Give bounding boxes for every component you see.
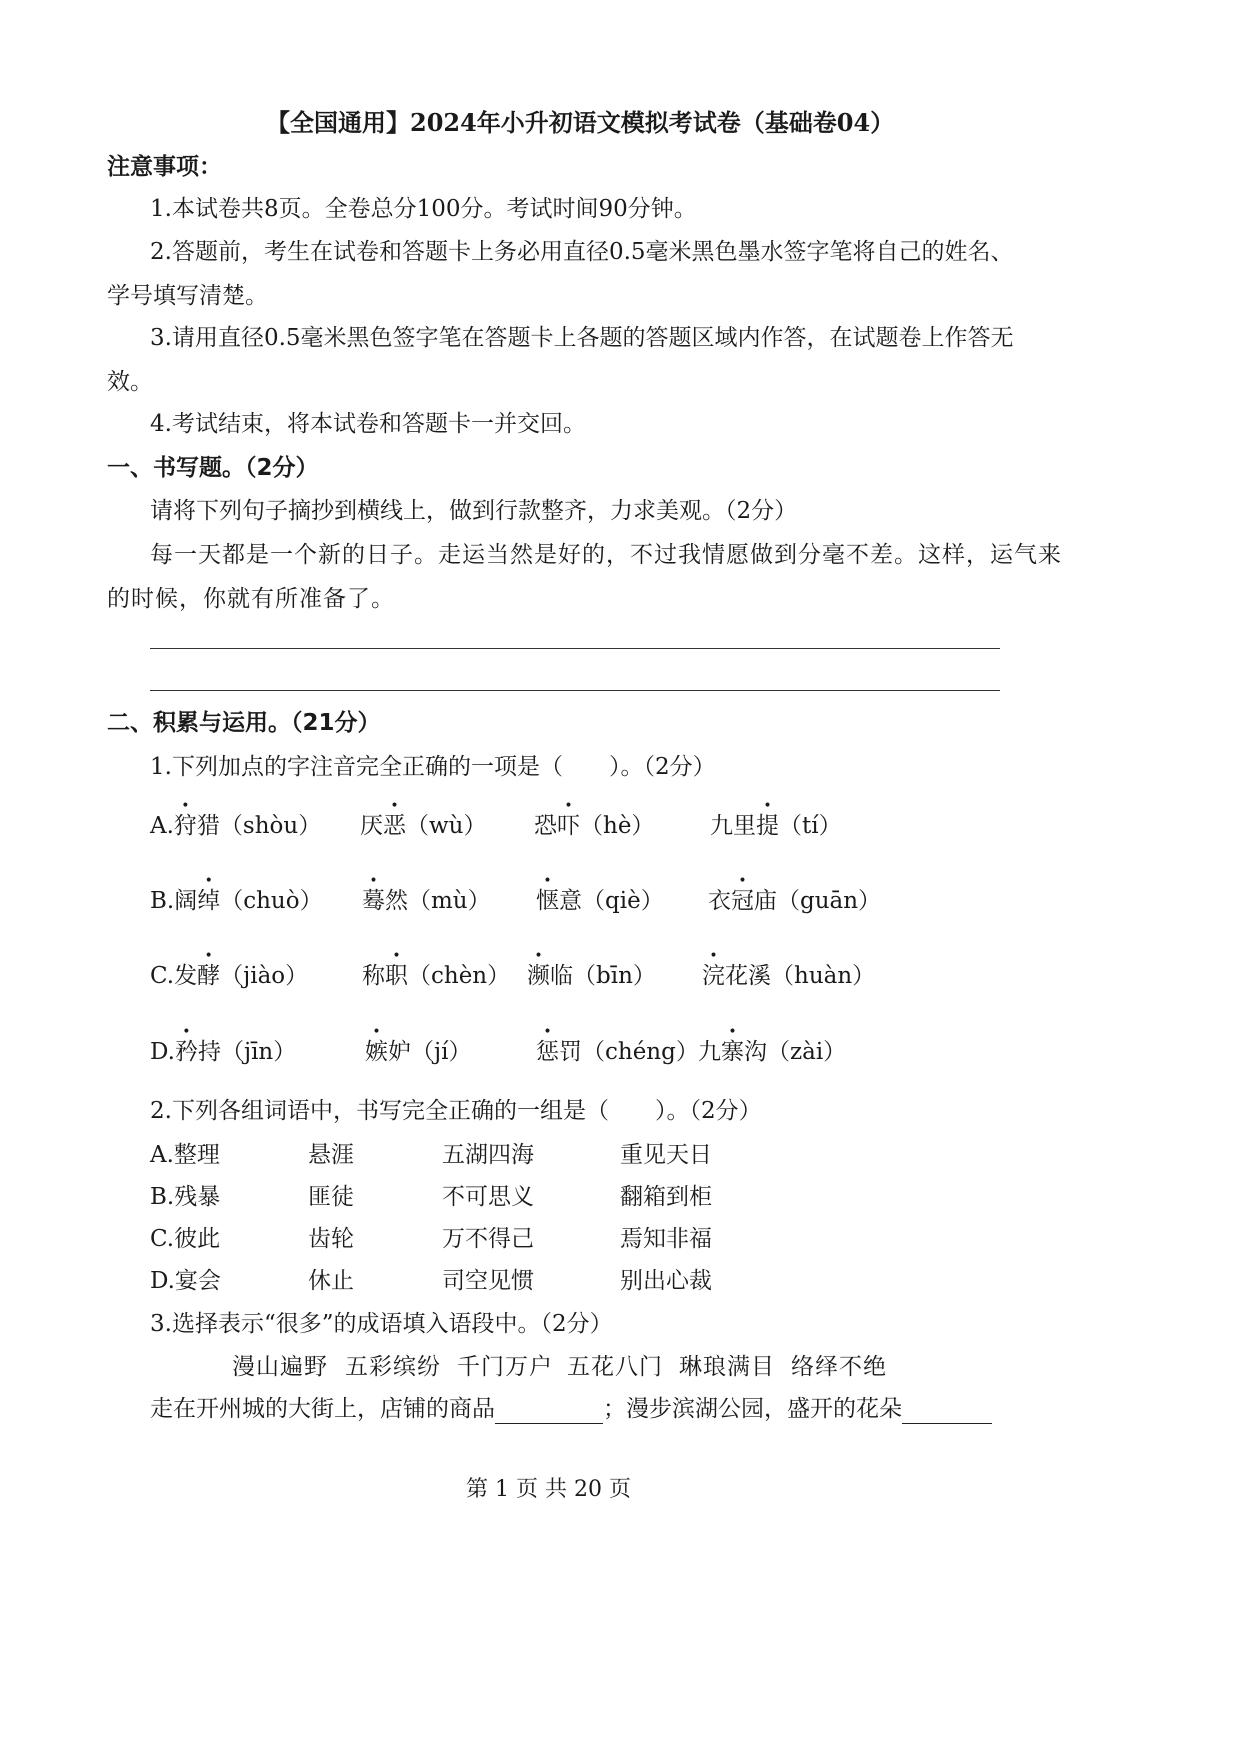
q1-option-item: 厌恶（wù） [360,813,487,839]
idiom-option: 五彩缤纷 [345,1354,441,1380]
q3-passage [150,1394,992,1424]
q2-word: A.整理 [150,1142,220,1168]
q1-option-item: 九里提（tí） [710,813,842,839]
idiom-option: 千门万户 [457,1354,553,1380]
q1-option-item: B.阔绰（chuò） [150,888,323,914]
q2-word: 休止 [308,1268,354,1294]
notice-item: 4.考试结束，将本试卷和答题卡一并交回。 [150,411,586,437]
q2-stem: 2.下列各组词语中，书写完全正确的一组是（ ）。（2分） [150,1098,762,1124]
q3-passage-text: ；漫步滨湖公园，盛开的花朵 [603,1396,902,1422]
notice-item: 3.请用直径0.5毫米黑色签字笔在答题卡上各题的答题区域内作答，在试题卷上作答无 [150,325,1014,351]
q2-word: 五湖四海 [442,1142,534,1168]
q2-word: 匪徒 [308,1184,354,1210]
answer-blank[interactable] [902,1399,992,1424]
q3-passage-text: 走在开州城的大街上，店铺的商品 [150,1396,495,1422]
q2-word: D.宴会 [150,1268,221,1294]
notice-heading: 注意事项： [107,154,222,180]
q2-word: 齿轮 [308,1226,354,1252]
q2-word: 不可思义 [442,1184,534,1210]
copy-quote-line: 每一天都是一个新的日子。走运当然是好的，不过我情愿做到分毫不差。这样，运气来 [150,542,1062,568]
idiom-option: 络绎不绝 [791,1354,887,1380]
section2-heading: 二、积累与运用。（21分） [107,710,381,736]
q2-word: 焉知非福 [620,1226,712,1252]
q1-option-item: 濒临（bīn） [527,963,656,989]
notice-item: 1.本试卷共8页。全卷总分100分。考试时间90分钟。 [150,196,697,222]
notice-item: 效。 [107,369,153,395]
answer-blank[interactable] [495,1399,603,1424]
idiom-option: 五花八门 [567,1354,663,1380]
q2-word: 别出心裁 [620,1268,712,1294]
notice-item: 2.答题前，考生在试卷和答题卡上务必用直径0.5毫米黑色墨水签字笔将自己的姓名、 [150,239,1014,265]
q1-option-item: D.矜持（jīn） [150,1039,297,1065]
q1-option-item: A.狩猎（shòu） [150,813,322,839]
q1-option-item: 衣冠庙（guān） [708,888,882,914]
q1-option-item: 恐吓（hè） [534,813,655,839]
q1-option-item: 浣花溪（huàn） [702,963,876,989]
notice-item: 学号填写清楚。 [107,283,268,309]
q2-word: 重见天日 [620,1142,712,1168]
writing-line[interactable] [150,648,1000,649]
writing-line[interactable] [150,690,1000,691]
q1-stem: 1.下列加点的字注音完全正确的一项是（ ）。（2分） [150,754,716,780]
q1-option-item: 嫉妒（jí） [365,1039,472,1065]
idiom-option: 琳琅满目 [679,1354,775,1380]
section1-heading: 一、书写题。（2分） [107,455,319,481]
q2-word: B.残暴 [150,1184,221,1210]
section1-instruction: 请将下列句子摘抄到横线上，做到行款整齐，力求美观。（2分） [150,498,798,524]
q1-option-item: 九寨沟（zài） [698,1039,847,1065]
copy-quote-line: 的时候，你就有所准备了。 [107,586,395,612]
q1-option-item: 称职（chèn） [362,963,511,989]
q2-word: 悬涯 [308,1142,354,1168]
q3-stem: 3.选择表示“很多”的成语填入语段中。（2分） [150,1311,613,1337]
page-title: 【全国通用】2024年小升初语文模拟考试卷（基础卷04） [266,108,895,137]
idiom-option: 漫山遍野 [232,1354,328,1380]
q2-word: 万不得己 [442,1226,534,1252]
q2-word: 司空见惯 [442,1268,534,1294]
q2-word: 翻箱到柜 [620,1184,712,1210]
q1-option-item: C.发酵（jiào） [150,963,309,989]
q1-option-item: 蓦然（mù） [362,888,491,914]
q2-word: C.彼此 [150,1226,221,1252]
q1-option-item: 惩罚（chéng） [536,1039,699,1065]
q1-option-item: 惬意（qiè） [536,888,664,914]
page-number: 第 1 页 共 20 页 [466,1477,631,1502]
